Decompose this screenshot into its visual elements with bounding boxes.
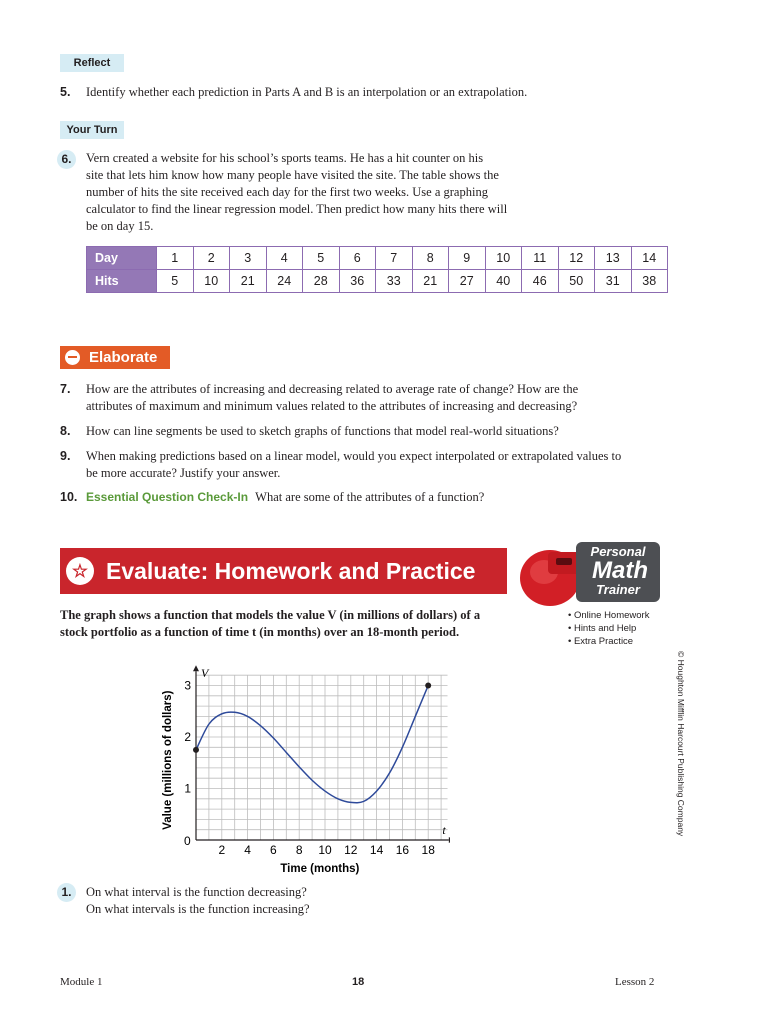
question-6-line: be on day 15. — [86, 219, 154, 233]
question-1-number: 1. — [57, 883, 76, 902]
x-tick-label: 12 — [344, 843, 358, 857]
logo-line-math: Math — [592, 557, 648, 584]
table-cell: 12 — [558, 247, 595, 270]
table-cell: 9 — [449, 247, 486, 270]
table-cell: 5 — [303, 247, 340, 270]
question-7-line: How are the attributes of increasing and decreasing related to average rate of change? How are the — [86, 382, 579, 396]
table-cell: 27 — [449, 270, 486, 293]
essential-question-text: What are some of the attributes of a function? — [255, 490, 485, 504]
star-icon: ☆ — [66, 557, 94, 585]
question-6-line: number of hits the site received each day for the first two weeks. Use a graphing — [86, 185, 488, 199]
reflect-tag: Reflect — [60, 54, 124, 72]
x-tick-label: 4 — [244, 843, 251, 857]
x-tick-label: 10 — [318, 843, 332, 857]
question-1-text — [86, 884, 310, 918]
table-cell: 4 — [266, 247, 303, 270]
y-axis-variable: V — [201, 666, 209, 681]
table-cell: 24 — [266, 270, 303, 293]
pmt-features — [568, 609, 649, 648]
table-cell: 40 — [485, 270, 522, 293]
elaborate-banner — [60, 346, 170, 369]
question-6-line: site that lets him know how many people have visited the site. The table shows the — [86, 168, 499, 182]
x-tick-label: 16 — [395, 843, 410, 857]
question-6-text — [86, 150, 507, 235]
question-6-line: calculator to find the linear regression model. Then predict how many hits there will — [86, 202, 508, 216]
elaborate-title: Elaborate — [89, 349, 158, 366]
table-cell: 2 — [193, 247, 230, 270]
table-row-hits — [87, 270, 668, 293]
table-row-label: Day — [87, 247, 157, 270]
table-row-label: Hits — [87, 270, 157, 293]
x-axis-arrow — [449, 837, 450, 843]
table-cell: 28 — [303, 270, 340, 293]
footer-module: Module 1 — [60, 976, 103, 988]
question-9-text — [86, 448, 621, 482]
footer-page-number: 18 — [352, 976, 365, 988]
question-5-text: Identify whether each prediction in Parts A and B is an interpolation or an extrapolation. — [86, 85, 528, 99]
table-cell: 21 — [230, 270, 267, 293]
logo-line-trainer: Trainer — [596, 582, 640, 597]
question-1-line: On what interval is the function decreasing? — [86, 885, 307, 899]
question-7-number: 7. — [60, 382, 71, 396]
y-tick-label: 2 — [184, 730, 191, 744]
evaluate-intro-line: stock portfolio as a function of time t (in months) over an 18-month period. — [60, 625, 460, 639]
table-cell: 38 — [631, 270, 668, 293]
x-axis-label: Time (months) — [280, 863, 360, 875]
table-cell: 21 — [412, 270, 449, 293]
endpoint-marker — [193, 747, 199, 753]
evaluate-intro — [60, 607, 480, 641]
table-cell: 3 — [230, 247, 267, 270]
question-6-line: Vern created a website for his school’s sports teams. He has a hit counter on his — [86, 151, 484, 165]
logo-line-personal: Personal — [590, 544, 646, 559]
question-7-text — [86, 381, 578, 415]
x-tick-label: 8 — [295, 843, 303, 857]
table-cell: 33 — [376, 270, 413, 293]
table-cell: 13 — [595, 247, 632, 270]
table-cell: 6 — [339, 247, 376, 270]
question-8-text: How can line segments be used to sketch graphs of functions that model real-world situations? — [86, 424, 559, 438]
question-9-line: When making predictions based on a linear model, would you expect interpolated or extrapolated values to — [86, 449, 622, 463]
question-6-number: 6. — [57, 150, 76, 169]
y-axis-label: Value (millions of dollars) — [162, 690, 174, 830]
table-cell: 8 — [412, 247, 449, 270]
question-10-number: 10. — [60, 490, 78, 504]
question-5-number: 5. — [60, 85, 71, 99]
chart-grid — [196, 675, 448, 840]
x-tick-label: 6 — [270, 843, 277, 857]
x-tick-label: 18 — [421, 843, 435, 857]
table-cell: 10 — [193, 270, 230, 293]
hits-table — [86, 246, 668, 293]
evaluate-intro-line: The graph shows a function that models the value V (in millions of dollars) of a — [60, 608, 481, 622]
evaluate-title: Evaluate: Homework and Practice — [106, 558, 476, 584]
question-1-line: On what intervals is the function increasing? — [86, 902, 310, 916]
pmt-feature-online-homework[interactable]: • Online Homework — [568, 610, 650, 621]
question-9-line: be more accurate? Justify your answer. — [86, 466, 281, 480]
table-cell: 46 — [522, 270, 559, 293]
table-cell: 50 — [558, 270, 595, 293]
table-cell: 5 — [157, 270, 194, 293]
table-cell: 7 — [376, 247, 413, 270]
x-axis-variable: t — [442, 823, 446, 837]
y-tick-label: 1 — [184, 781, 191, 796]
copyright-side-text: © Houghton Mifflin Harcourt Publishing Company — [676, 651, 686, 837]
question-8-number: 8. — [60, 424, 71, 438]
table-cell: 1 — [157, 247, 194, 270]
y-axis-arrow — [193, 665, 199, 671]
table-cell: 31 — [595, 270, 632, 293]
question-9-number: 9. — [60, 449, 71, 463]
x-tick-label: 14 — [369, 843, 384, 857]
x-tick-label: 2 — [218, 843, 226, 857]
origin-label: 0 — [184, 834, 191, 848]
table-row-day — [87, 247, 668, 270]
portfolio-value-chart — [150, 660, 450, 880]
y-tick-label: 3 — [184, 678, 191, 693]
pmt-feature-extra-practice[interactable]: • Extra Practice — [568, 636, 634, 647]
chart-axes — [193, 665, 450, 843]
essential-question-label: Essential Question Check-In — [86, 490, 249, 504]
table-cell: 14 — [631, 247, 668, 270]
evaluate-banner — [60, 548, 507, 594]
table-cell: 36 — [339, 270, 376, 293]
table-cell: 10 — [485, 247, 522, 270]
personal-math-trainer-logo[interactable] — [514, 534, 664, 612]
question-7-line: attributes of maximum and minimum values related to the attributes of increasing and decreasing? — [86, 399, 578, 413]
footer-lesson: Lesson 2 — [615, 976, 655, 988]
pmt-feature-hints[interactable]: • Hints and Help — [568, 623, 637, 634]
endpoint-marker — [425, 683, 431, 689]
question-10-text — [86, 489, 484, 506]
your-turn-tag: Your Turn — [60, 121, 124, 139]
table-cell: 11 — [522, 247, 559, 270]
speech-bubble-icon — [65, 350, 80, 365]
